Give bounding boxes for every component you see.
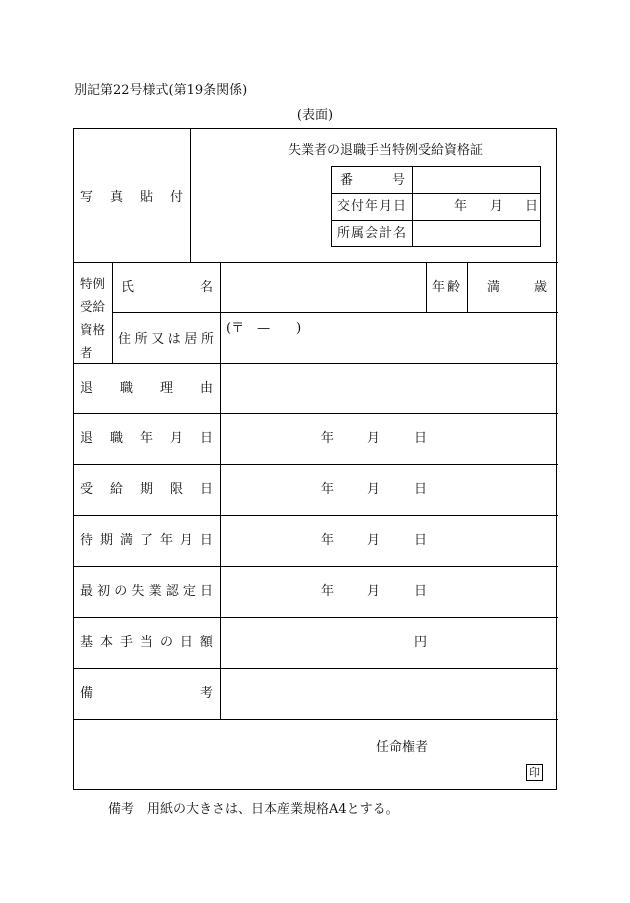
label-char: 氏 <box>121 280 135 295</box>
label-char: 職 <box>109 431 123 446</box>
age-suffix: 歳 <box>534 280 548 295</box>
first-certification-day: 日 <box>414 584 428 599</box>
label-char: 日 <box>199 584 213 599</box>
label-char: 貼 <box>139 190 153 205</box>
retirement-date-label <box>80 432 213 445</box>
footnote: 備考 用紙の大きさは、日本産業規格A4とする。 <box>108 802 399 817</box>
age-left-divider <box>426 262 427 312</box>
label-char: 初 <box>97 584 111 599</box>
info-box-left <box>331 166 332 247</box>
label-char: 限 <box>169 482 183 497</box>
info-box-top <box>331 166 541 167</box>
label-char: 月 <box>179 533 193 548</box>
benefit-deadline-day: 日 <box>414 482 428 497</box>
number-value[interactable] <box>416 170 538 190</box>
label-char: 月 <box>169 431 183 446</box>
label-char: 失 <box>131 584 145 599</box>
remarks-label <box>80 687 213 700</box>
photo-label <box>80 191 183 204</box>
label-char: 了 <box>139 533 153 548</box>
label-char: 日 <box>199 482 213 497</box>
waiting-end-day: 日 <box>414 533 428 548</box>
info-box-mid <box>412 166 413 247</box>
basic-allowance-unit: 円 <box>414 635 428 650</box>
label-divider-rows <box>220 363 221 719</box>
row-sep-5 <box>74 617 558 618</box>
label-char: 番 <box>340 173 354 188</box>
office-label: 所属会計名 <box>337 226 408 241</box>
info-box-bottom <box>331 246 541 247</box>
number-label <box>340 174 405 187</box>
certificate-form <box>73 128 557 790</box>
postal-code: (〒 — ) <box>226 321 302 336</box>
name-label <box>121 281 213 294</box>
label-char: 備 <box>80 686 94 701</box>
label-char: 待 <box>80 533 94 548</box>
label-char: 満 <box>119 533 133 548</box>
issue-date-year: 年 <box>454 199 468 214</box>
row-sep-3 <box>74 515 558 516</box>
label-char: 期 <box>99 533 113 548</box>
row-sep-2 <box>74 464 558 465</box>
first-certification-label <box>80 585 213 598</box>
label-char: 考 <box>199 686 213 701</box>
label-char: 日 <box>199 431 213 446</box>
label-char: 退 <box>80 381 94 396</box>
row-sep-7 <box>74 719 558 720</box>
label-char: 年 <box>139 431 153 446</box>
benefit-deadline-label <box>80 483 213 496</box>
benefit-deadline-month: 月 <box>367 482 381 497</box>
label-char: 退 <box>80 431 94 446</box>
label-char: 最 <box>80 584 94 599</box>
issue-date-month: 月 <box>490 199 504 214</box>
header-row-divider <box>74 262 558 263</box>
label-char: 号 <box>391 173 405 188</box>
label-char: 業 <box>148 584 162 599</box>
appointer-label: 任命権者 <box>376 740 429 755</box>
retirement-date-year: 年 <box>321 431 335 446</box>
age-label: 年齢 <box>432 280 463 295</box>
label-char: の <box>159 635 173 650</box>
label-char: 定 <box>182 584 196 599</box>
label-char: 額 <box>199 635 213 650</box>
retirement-reason-label <box>80 382 213 395</box>
label-char: 職 <box>119 381 133 396</box>
issue-date-day: 日 <box>525 199 539 214</box>
label-char: の <box>114 584 128 599</box>
age-right-divider <box>467 262 468 312</box>
label-char: 付 <box>169 190 183 205</box>
label-char: 名 <box>199 280 213 295</box>
age-prefix: 満 <box>487 280 501 295</box>
row-sep-1 <box>74 413 558 414</box>
retirement-date-day: 日 <box>414 431 428 446</box>
photo-divider <box>190 129 191 262</box>
info-box-mid1 <box>331 193 541 194</box>
row-sep-4 <box>74 566 558 567</box>
info-box-mid2 <box>331 220 541 221</box>
label-char: 基 <box>80 635 94 650</box>
group-label: 特例受給資格者 <box>80 276 106 360</box>
label-char: 認 <box>165 584 179 599</box>
certificate-title: 失業者の退職手当特例受給資格証 <box>288 143 484 158</box>
issue-date-label: 交付年月日 <box>337 199 408 214</box>
label-char: 当 <box>139 635 153 650</box>
first-certification-month: 月 <box>367 584 381 599</box>
seal-stamp: 印 <box>526 764 543 781</box>
label-char: 年 <box>159 533 173 548</box>
first-certification-year: 年 <box>321 584 335 599</box>
label-char: 期 <box>139 482 153 497</box>
person-section-bottom <box>74 363 558 364</box>
label-char: 写 <box>80 190 94 205</box>
label-char: 日 <box>199 533 213 548</box>
side-label: (表面) <box>296 108 334 123</box>
benefit-deadline-year: 年 <box>321 482 335 497</box>
basic-allowance-label <box>80 636 213 649</box>
name-address-divider <box>112 312 558 313</box>
retirement-date-month: 月 <box>367 431 381 446</box>
label-char: 受 <box>80 482 94 497</box>
label-char: 真 <box>109 190 123 205</box>
waiting-end-label <box>80 534 213 547</box>
label-char: 日 <box>179 635 193 650</box>
label-char: 本 <box>99 635 113 650</box>
info-box-right <box>540 166 541 247</box>
label-char: 手 <box>119 635 133 650</box>
form-number: 別記第22号様式(第19条関係) <box>74 83 248 98</box>
address-label: 住所又は居所 <box>118 332 218 347</box>
label-char: 由 <box>199 381 213 396</box>
waiting-end-year: 年 <box>321 533 335 548</box>
label-char: 理 <box>159 381 173 396</box>
label-char: 給 <box>109 482 123 497</box>
row-sep-6 <box>74 668 558 669</box>
waiting-end-month: 月 <box>367 533 381 548</box>
